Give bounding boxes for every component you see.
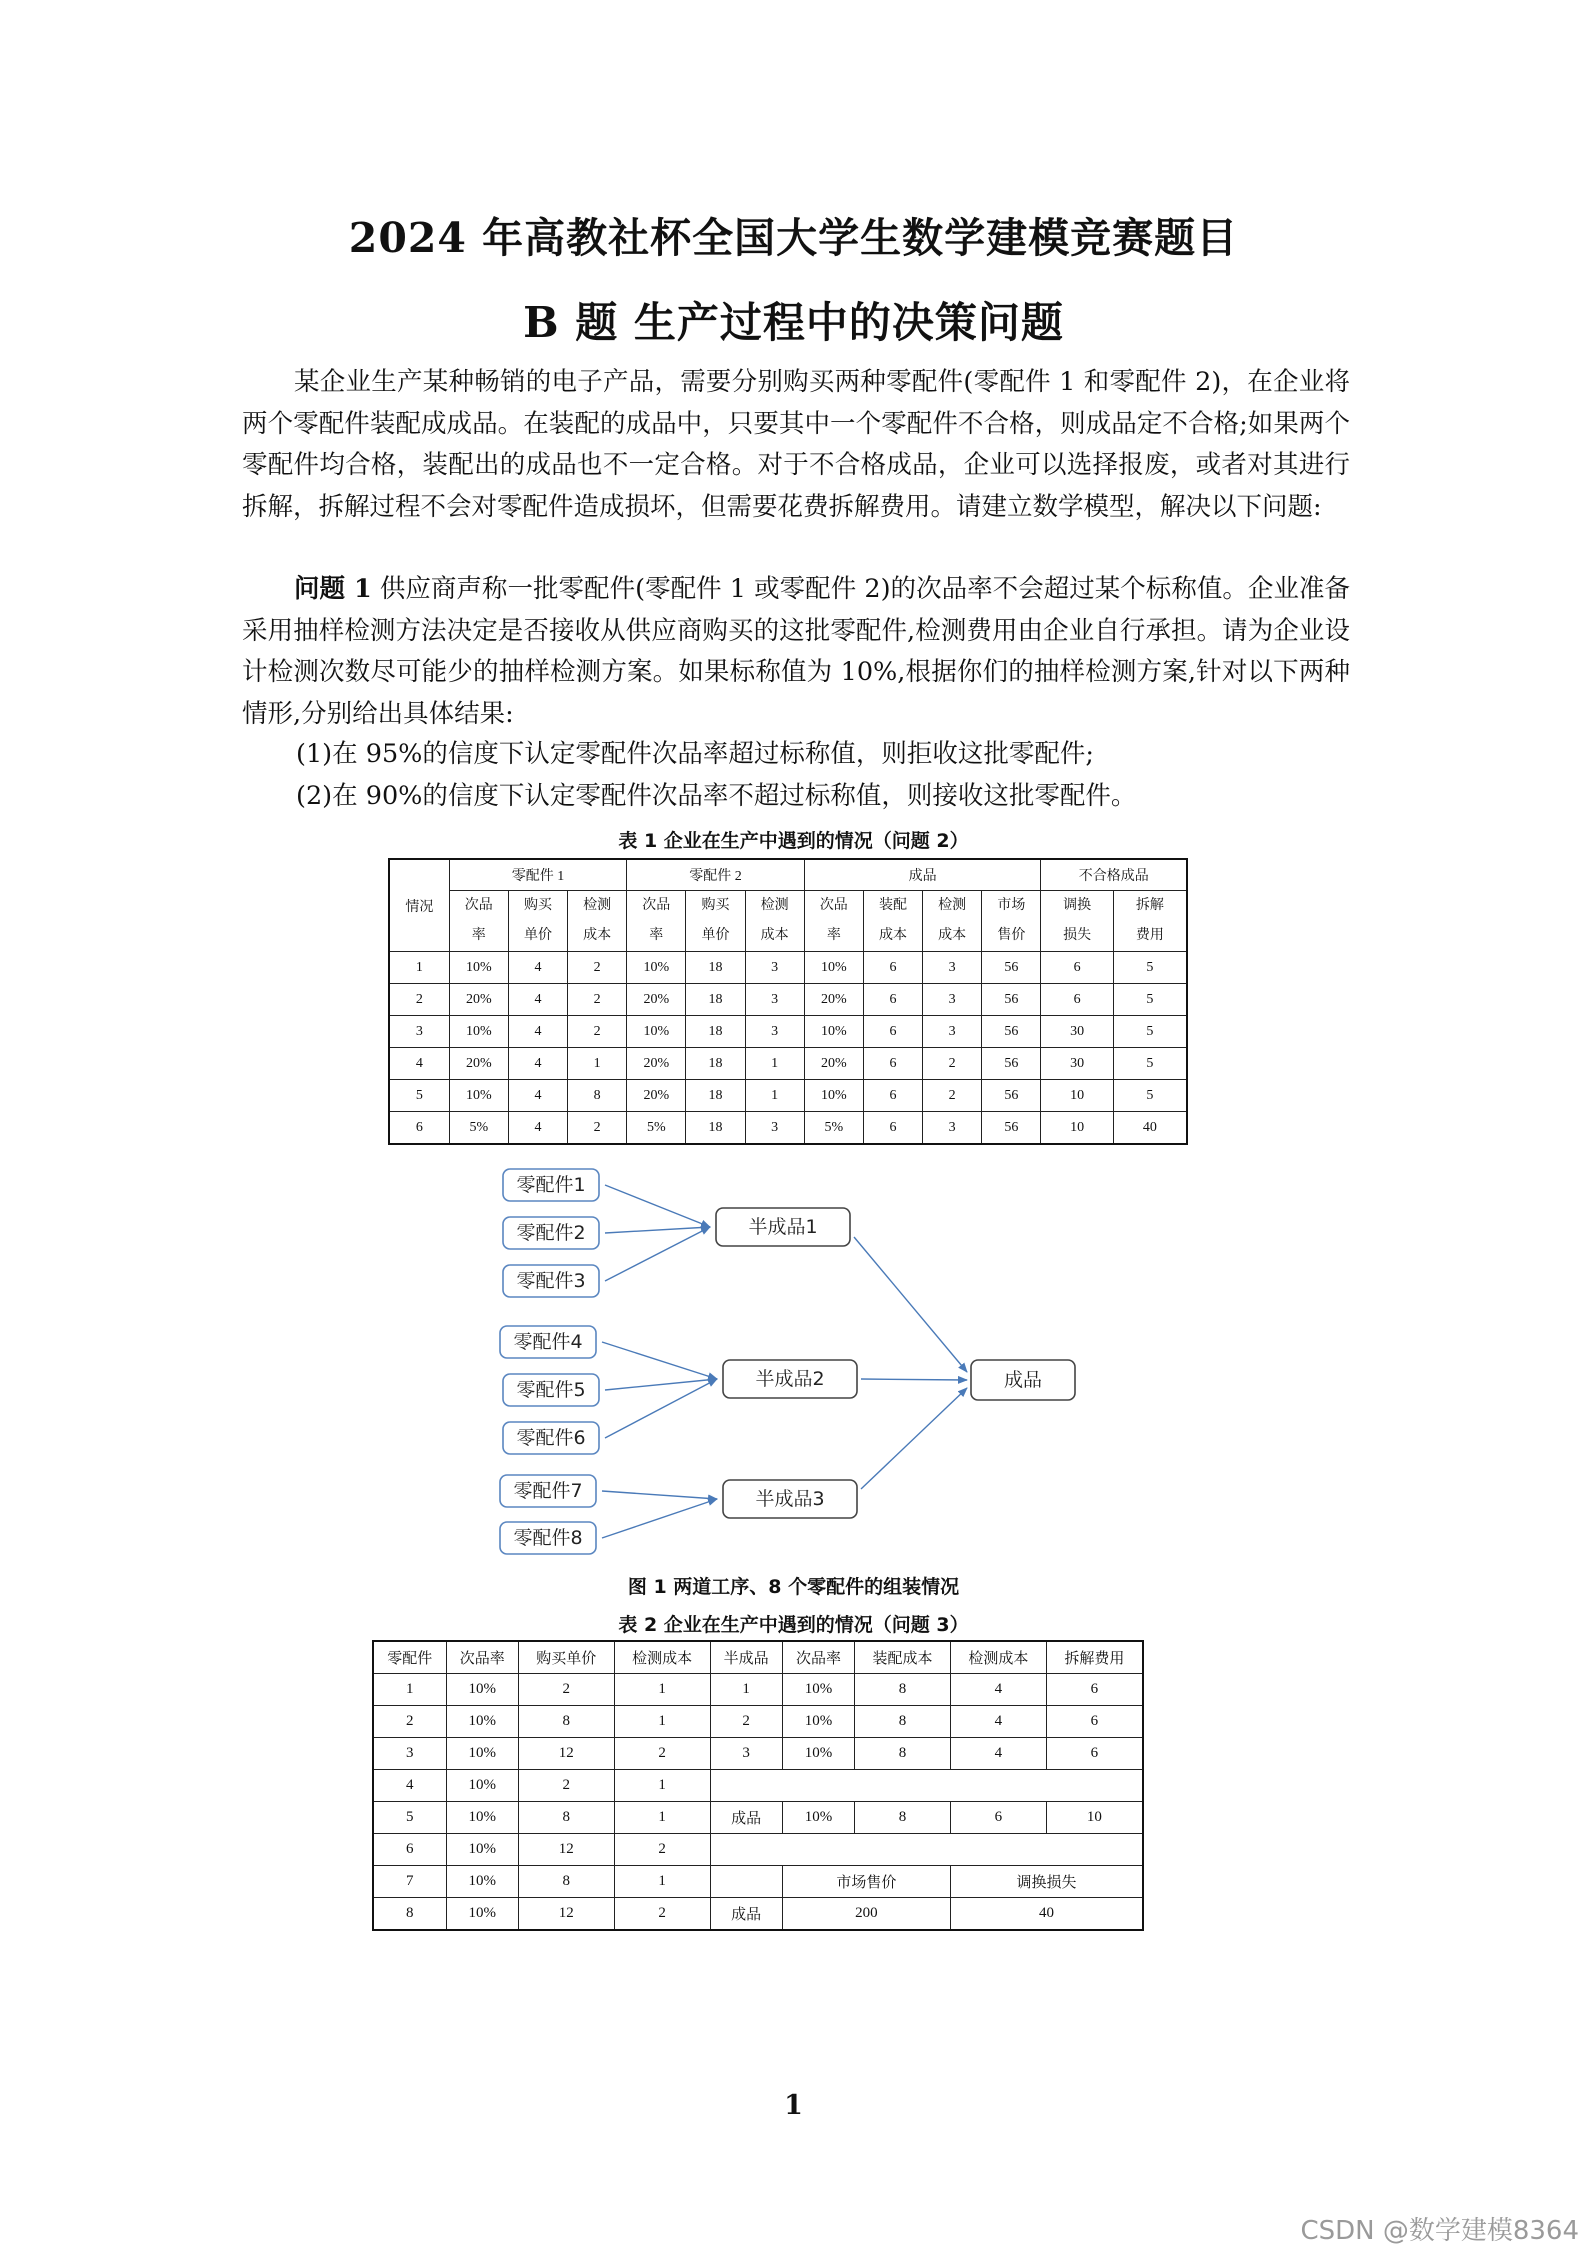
table-cell: 成品 <box>710 1802 782 1834</box>
table-cell: 4 <box>508 984 567 1016</box>
arrow-edge <box>602 1491 717 1499</box>
table-cell: 10% <box>449 1080 508 1112</box>
table-cell: 6 <box>1041 984 1113 1016</box>
table-1-sub-header-line: 成本 <box>938 928 967 943</box>
table-cell: 10 <box>1046 1802 1143 1834</box>
table-row <box>389 984 1187 1016</box>
table-1-caption: 表 1 企业在生产中遇到的情况（问题 2） <box>618 830 969 852</box>
part-node-label: 零配件7 <box>513 1480 583 1502</box>
table-cell: 10% <box>782 1674 854 1706</box>
table-cell: 10% <box>782 1738 854 1770</box>
table-cell: 56 <box>982 1080 1041 1112</box>
table-cell: 10% <box>446 1770 518 1802</box>
part-node-label: 零配件8 <box>513 1527 583 1549</box>
table-cell: 6 <box>863 1048 922 1080</box>
arrow-edge <box>854 1237 967 1372</box>
table-cell: 4 <box>389 1048 449 1080</box>
figure-1-caption: 图 1 两道工序、8 个零配件的组装情况 <box>627 1576 960 1598</box>
table-cell: 5% <box>804 1112 863 1145</box>
table-cell: 1 <box>710 1674 782 1706</box>
table-1-sub-header-line: 次品 <box>819 898 848 913</box>
table-cell: 2 <box>923 1080 982 1112</box>
table-1-body <box>389 952 1187 1145</box>
table-cell: 1 <box>614 1706 710 1738</box>
table-2-header-cell: 购买单价 <box>518 1641 614 1674</box>
part-node-label: 零配件5 <box>516 1379 586 1401</box>
table-row <box>373 1834 1143 1866</box>
table-cell: 2 <box>568 1112 627 1145</box>
table-cell: 56 <box>982 1048 1041 1080</box>
table-cell: 10% <box>446 1898 518 1931</box>
table-cell: 8 <box>373 1898 446 1931</box>
table-cell: 2 <box>614 1738 710 1770</box>
table-cell: 2 <box>518 1674 614 1706</box>
table-cell: 3 <box>745 1016 804 1048</box>
table-cell: 10% <box>446 1834 518 1866</box>
table-1-group-header: 零配件 1 <box>449 859 627 891</box>
table-cell: 1 <box>614 1802 710 1834</box>
table-cell: 8 <box>855 1674 951 1706</box>
table-1-sub-header-line: 次品 <box>642 898 671 913</box>
table-cell: 6 <box>863 1112 922 1145</box>
table-1-sub-header <box>923 891 982 952</box>
table-cell: 5 <box>1113 984 1187 1016</box>
table-cell: 8 <box>855 1738 951 1770</box>
table-cell: 1 <box>614 1866 710 1898</box>
table-cell: 20% <box>449 984 508 1016</box>
arrow-edge <box>861 1379 967 1380</box>
table-cell: 10% <box>804 952 863 984</box>
table-cell: 3 <box>710 1738 782 1770</box>
table-cell: 10% <box>804 1080 863 1112</box>
table-1-sub-header-line: 检测 <box>583 898 612 913</box>
table-1-sub-header <box>449 891 508 952</box>
table-cell: 12 <box>518 1834 614 1866</box>
table-cell: 4 <box>508 1048 567 1080</box>
table-cell: 2 <box>568 952 627 984</box>
table-cell: 30 <box>1041 1048 1113 1080</box>
semi-product-label: 半成品3 <box>755 1488 825 1510</box>
table-cell: 3 <box>373 1738 446 1770</box>
table-1-group-header-row <box>389 859 1187 891</box>
table-1-sub-header <box>1113 891 1187 952</box>
table-cell: 1 <box>745 1080 804 1112</box>
table-cell: 5 <box>389 1080 449 1112</box>
table-cell: 40 <box>1113 1112 1187 1145</box>
condition-2: (2)在 90%的信度下认定零配件次品率不超过标称值，则接收这批零配件。 <box>296 781 1137 811</box>
table-row <box>373 1866 1143 1898</box>
table-cell: 成品 <box>710 1898 782 1931</box>
part-node-label: 零配件6 <box>516 1427 586 1449</box>
semi-product-label: 半成品1 <box>748 1216 818 1238</box>
table-cell: 2 <box>710 1706 782 1738</box>
table-cell: 3 <box>923 984 982 1016</box>
arrow-edge <box>605 1227 710 1281</box>
table-1-sub-header-line: 率 <box>471 928 486 943</box>
table-cell: 18 <box>686 984 745 1016</box>
table-cell: 2 <box>568 984 627 1016</box>
table-cell: 2 <box>614 1834 710 1866</box>
table-1-sub-header <box>745 891 804 952</box>
table-cell: 1 <box>373 1674 446 1706</box>
table-cell: 10% <box>446 1738 518 1770</box>
question-1-paragraph <box>242 569 1350 735</box>
table-row <box>389 1080 1187 1112</box>
table-cell: 1 <box>745 1048 804 1080</box>
table-1-sub-header-line: 检测 <box>938 898 967 913</box>
figure-1-assembly-diagram <box>486 1162 1086 1562</box>
table-cell: 10% <box>446 1674 518 1706</box>
table-cell: 1 <box>389 952 449 984</box>
table-1-situation-header: 情况 <box>389 859 449 952</box>
table-cell: 2 <box>389 984 449 1016</box>
table-cell: 5 <box>1113 1016 1187 1048</box>
table-cell: 2 <box>923 1048 982 1080</box>
table-2-caption: 表 2 企业在生产中遇到的情况（问题 3） <box>618 1614 969 1636</box>
table-row <box>373 1738 1143 1770</box>
arrow-edge <box>605 1227 710 1233</box>
table-cell: 5% <box>449 1112 508 1145</box>
table-1-sub-header-line: 市场 <box>997 898 1026 913</box>
table-1-sub-header-line: 成本 <box>760 928 789 943</box>
table-cell: 3 <box>745 984 804 1016</box>
table-cell: 30 <box>1041 1016 1113 1048</box>
table-cell: 6 <box>373 1834 446 1866</box>
table-cell: 4 <box>508 1080 567 1112</box>
table-1-sub-header <box>568 891 627 952</box>
table-cell: 10% <box>804 1016 863 1048</box>
table-1-sub-header <box>686 891 745 952</box>
table-cell: 56 <box>982 1112 1041 1145</box>
table-cell: 3 <box>745 1112 804 1145</box>
table-cell: 40 <box>950 1898 1143 1931</box>
table-cell: 8 <box>518 1866 614 1898</box>
arrow-edge <box>605 1185 710 1227</box>
semi-product-label: 半成品2 <box>755 1368 825 1390</box>
table-cell: 6 <box>1046 1738 1143 1770</box>
table-cell: 8 <box>518 1706 614 1738</box>
table-1-sub-header-line: 售价 <box>997 928 1026 943</box>
table-cell: 20% <box>804 984 863 1016</box>
table-cell: 2 <box>614 1898 710 1931</box>
table-2-header-cell: 次品率 <box>782 1641 854 1674</box>
table-1-sub-header-line: 装配 <box>878 898 907 913</box>
page-number: 1 <box>784 2090 803 2121</box>
table-cell: 5 <box>1113 1080 1187 1112</box>
table-1-group-header: 零配件 2 <box>627 859 805 891</box>
table-2 <box>372 1640 1144 1931</box>
table-2-header-cell: 检测成本 <box>950 1641 1046 1674</box>
table-cell: 10% <box>446 1802 518 1834</box>
table-1-sub-header-line: 检测 <box>760 898 789 913</box>
table-2-header-cell: 拆解费用 <box>1046 1641 1143 1674</box>
table-cell: 4 <box>950 1738 1046 1770</box>
table-empty-cell <box>710 1834 1143 1866</box>
part-node-label: 零配件4 <box>513 1331 583 1353</box>
intro-paragraph: 某企业生产某种畅销的电子产品，需要分别购买两种零配件(零配件 1 和零配件 2)，在企业将两个零配件装配成成品。在装配的成品中，只要其中一个零配件不合格，则成品定不合格;如果两个零配件均合格，装配出的成品也不一定合格。对于不合格成品，企业可以选择报废，或者对其进行拆解，拆解过程不会对零配件造成损坏，但需要花费拆解费用。请建立数学模型，解决以下问题: <box>242 367 1350 522</box>
table-2-header-cell: 次品率 <box>446 1641 518 1674</box>
table-cell: 5 <box>1113 1048 1187 1080</box>
table-cell: 6 <box>863 1016 922 1048</box>
table-2-header-cell: 半成品 <box>710 1641 782 1674</box>
table-cell: 调换损失 <box>950 1866 1143 1898</box>
final-product-label: 成品 <box>1003 1369 1043 1391</box>
table-2-body <box>373 1674 1143 1931</box>
question-1-label: 问题 1 <box>294 574 372 604</box>
page-title: 2024 年高教社杯全国大学生数学建模竞赛题目 <box>348 214 1239 262</box>
table-cell: 1 <box>614 1770 710 1802</box>
table-1-sub-header <box>1041 891 1113 952</box>
table-cell: 2 <box>518 1770 614 1802</box>
arrow-edge <box>602 1499 717 1538</box>
table-cell: 6 <box>863 1080 922 1112</box>
table-1-sub-header-line: 率 <box>649 928 664 943</box>
table-cell: 18 <box>686 1016 745 1048</box>
table-1-sub-header-line: 购买 <box>701 898 730 913</box>
table-cell: 2 <box>373 1706 446 1738</box>
part-node-label: 零配件2 <box>516 1222 586 1244</box>
table-1-sub-header-line: 拆解 <box>1135 898 1164 913</box>
table-1-group-header: 成品 <box>804 859 1041 891</box>
table-cell: 200 <box>782 1898 950 1931</box>
table-cell: 5 <box>373 1802 446 1834</box>
table-cell: 5 <box>1113 952 1187 984</box>
table-cell: 1 <box>568 1048 627 1080</box>
table-1-sub-header-line: 费用 <box>1135 928 1164 943</box>
table-1-sub-header-row <box>389 891 1187 952</box>
table-cell: 3 <box>389 1016 449 1048</box>
table-1-sub-header <box>804 891 863 952</box>
table-empty-cell <box>710 1770 1143 1802</box>
figure-1-nodes <box>500 1169 1075 1554</box>
table-cell: 3 <box>745 952 804 984</box>
table-cell: 8 <box>518 1802 614 1834</box>
table-cell: 10% <box>446 1706 518 1738</box>
part-node-label: 零配件1 <box>516 1174 586 1196</box>
table-cell: 8 <box>568 1080 627 1112</box>
problem-title: B 题 生产过程中的决策问题 <box>523 298 1064 347</box>
table-1-sub-header-line: 调换 <box>1063 898 1092 913</box>
table-cell: 2 <box>568 1016 627 1048</box>
arrow-edge <box>602 1342 717 1379</box>
table-cell: 3 <box>923 1112 982 1145</box>
table-2-header-cell: 零配件 <box>373 1641 446 1674</box>
table-1-sub-header-line: 购买 <box>523 898 552 913</box>
table-cell: 6 <box>389 1112 449 1145</box>
table-cell: 18 <box>686 1080 745 1112</box>
table-row <box>373 1770 1143 1802</box>
table-1-sub-header-line: 成本 <box>878 928 907 943</box>
table-cell: 18 <box>686 1048 745 1080</box>
table-cell: 10% <box>782 1706 854 1738</box>
table-cell: 6 <box>950 1802 1046 1834</box>
table-cell: 10% <box>449 1016 508 1048</box>
table-cell: 3 <box>923 1016 982 1048</box>
table-cell: 1 <box>614 1674 710 1706</box>
table-cell: 市场售价 <box>782 1866 950 1898</box>
table-cell: 8 <box>855 1706 951 1738</box>
table-row <box>373 1802 1143 1834</box>
table-2-header-row <box>373 1641 1143 1674</box>
table-2-header-cell: 装配成本 <box>855 1641 951 1674</box>
table-cell: 6 <box>1041 952 1113 984</box>
table-cell: 4 <box>950 1674 1046 1706</box>
table-row <box>373 1674 1143 1706</box>
table-1-sub-header <box>627 891 686 952</box>
table-cell: 4 <box>508 1016 567 1048</box>
table-1-sub-header-line: 单价 <box>523 928 552 943</box>
table-cell: 12 <box>518 1898 614 1931</box>
table-cell: 10% <box>627 952 686 984</box>
part-node-label: 零配件3 <box>516 1270 586 1292</box>
table-cell: 20% <box>627 1048 686 1080</box>
table-cell: 4 <box>373 1770 446 1802</box>
arrow-edge <box>861 1388 967 1489</box>
question-1-text: 供应商声称一批零配件(零配件 1 或零配件 2)的次品率不会超过某个标称值。企业准备采用抽样检测方法决定是否接收从供应商购买的这批零配件,检测费用由企业自行承担。请为企业设计检测次数尽可能少的抽样检测方案。如果标称值为 10%,根据你们的抽样检测方案,针对以下两种情形,分别给出具体结果: <box>242 574 1350 729</box>
table-1-sub-header <box>508 891 567 952</box>
table-1-sub-header-line: 成本 <box>583 928 612 943</box>
table-cell: 20% <box>449 1048 508 1080</box>
table-1 <box>388 858 1188 1145</box>
table-cell: 10% <box>627 1016 686 1048</box>
table-row <box>389 1112 1187 1145</box>
table-cell: 6 <box>1046 1674 1143 1706</box>
table-2-header-cell: 检测成本 <box>614 1641 710 1674</box>
table-cell: 12 <box>518 1738 614 1770</box>
table-1-sub-header <box>863 891 922 952</box>
table-cell: 20% <box>804 1048 863 1080</box>
table-cell: 6 <box>1046 1706 1143 1738</box>
table-row <box>389 952 1187 984</box>
table-1-sub-header-line: 损失 <box>1063 928 1092 943</box>
table-cell: 10% <box>449 952 508 984</box>
table-cell: 56 <box>982 984 1041 1016</box>
table-cell: 10 <box>1041 1112 1113 1145</box>
table-cell: 6 <box>863 952 922 984</box>
table-row <box>389 1016 1187 1048</box>
table-cell: 4 <box>950 1706 1046 1738</box>
table-cell: 56 <box>982 1016 1041 1048</box>
table-cell: 18 <box>686 952 745 984</box>
table-cell: 3 <box>923 952 982 984</box>
table-1-sub-header-line: 次品 <box>464 898 493 913</box>
table-1-sub-header-line: 单价 <box>701 928 730 943</box>
table-cell: 18 <box>686 1112 745 1145</box>
csdn-watermark: CSDN @数学建模8364 <box>1300 2216 1579 2246</box>
table-cell: 8 <box>855 1802 951 1834</box>
condition-1: (1)在 95%的信度下认定零配件次品率超过标称值，则拒收这批零配件; <box>296 739 1094 769</box>
table-row <box>373 1706 1143 1738</box>
table-row <box>373 1898 1143 1931</box>
table-cell: 4 <box>508 952 567 984</box>
table-cell: 10 <box>1041 1080 1113 1112</box>
table-cell: 5% <box>627 1112 686 1145</box>
table-1-sub-header-line: 率 <box>826 928 841 943</box>
table-cell: 7 <box>373 1866 446 1898</box>
table-cell: 20% <box>627 1080 686 1112</box>
table-cell: 10% <box>446 1866 518 1898</box>
table-empty-cell <box>710 1866 782 1898</box>
table-cell: 4 <box>508 1112 567 1145</box>
table-row <box>389 1048 1187 1080</box>
table-cell: 10% <box>782 1802 854 1834</box>
table-cell: 20% <box>627 984 686 1016</box>
table-cell: 56 <box>982 952 1041 984</box>
table-1-sub-header <box>982 891 1041 952</box>
table-1-group-header: 不合格成品 <box>1041 859 1187 891</box>
table-cell: 6 <box>863 984 922 1016</box>
